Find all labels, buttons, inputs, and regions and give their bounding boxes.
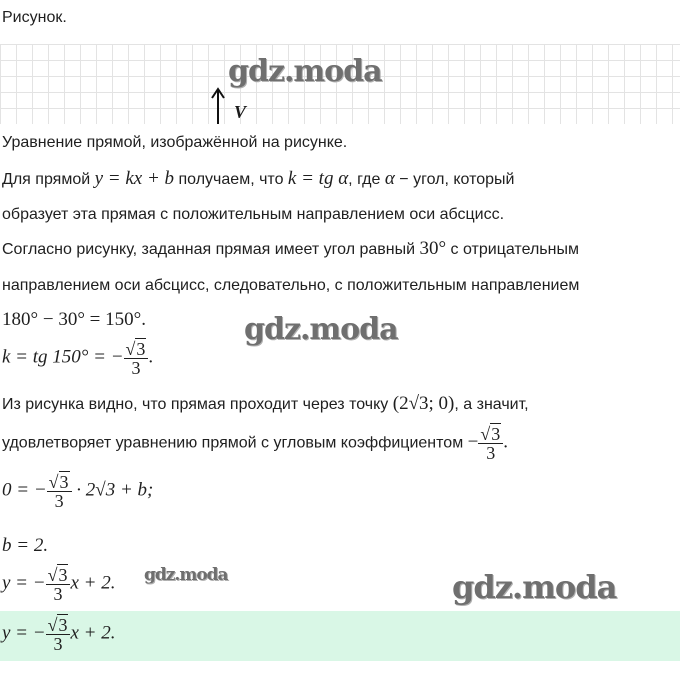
formula: 0 = − — [2, 479, 47, 501]
formula-answer — [2, 616, 115, 653]
fraction: $\frac{√3}{3}$ — [47, 473, 72, 510]
text: − угол, который — [394, 171, 515, 188]
watermark-small: gdz.moda — [144, 565, 228, 585]
text: получаем, что — [174, 171, 288, 188]
formula-result — [2, 566, 115, 603]
text-line-1: Уравнение прямой, изображённой на рисунке. — [2, 134, 348, 151]
text: , а значит, — [454, 396, 529, 413]
text: удовлетворяет уравнению прямой с угловым коэффициентом — [2, 434, 468, 452]
formula: x + 2. — [70, 622, 116, 644]
formula: y = kx + b — [94, 168, 175, 189]
formula: · 2√3 + b; — [71, 479, 154, 501]
text-line-4 — [2, 239, 579, 260]
formula-k: k = tg 150° = − $\frac{√3}{3}$ . — [2, 339, 154, 378]
formula: k = tg α — [287, 168, 349, 189]
fraction: $\frac{√3}{3}$ — [46, 616, 71, 653]
formula: y = − — [2, 572, 46, 594]
figure-arrow-label: V — [234, 102, 247, 122]
text-line-2 — [2, 169, 514, 190]
formula-angle: 180° − 30° = 150°. — [2, 309, 146, 330]
formula-zero — [2, 473, 153, 510]
watermark-middle: gdz.moda — [244, 312, 398, 347]
text: Из рисунка видно, что прямая проходит через точку — [2, 396, 393, 413]
text: Для прямой — [2, 171, 95, 188]
figure-caption: Рисунок. — [2, 9, 67, 26]
formula: k = tg 150° = − — [2, 346, 124, 368]
fraction: $\frac{√3}{3}$ — [478, 425, 503, 462]
watermark-right: gdz.moda — [452, 568, 617, 606]
formula-b: b = 2. — [2, 535, 49, 556]
formula: (2√3; 0) — [392, 393, 455, 414]
formula: 30° — [419, 238, 447, 259]
formula: α — [384, 168, 395, 189]
formula: y = − — [2, 622, 46, 644]
fraction: $\frac{√3}{3}$ — [124, 340, 149, 377]
text-line-3: образует эта прямая с положительным направлением оси абсцисс. — [2, 206, 505, 223]
text-line-9: удовлетворяет уравнению прямой с угловым коэффициентом − $\frac{√3}{3}$ . — [2, 424, 508, 463]
watermark-top: gdz.moda — [228, 54, 382, 89]
text: с отрицательным — [446, 241, 579, 258]
formula: x + 2. — [70, 572, 116, 594]
fraction: $\frac{√3}{3}$ — [46, 566, 71, 603]
text-line-5: направлением оси абсцисс, следовательно, с положительным направлением — [2, 277, 580, 294]
text: Согласно рисунку, заданная прямая имеет угол равный — [2, 241, 420, 258]
text-line-8 — [2, 394, 529, 415]
text: , где — [348, 171, 385, 188]
